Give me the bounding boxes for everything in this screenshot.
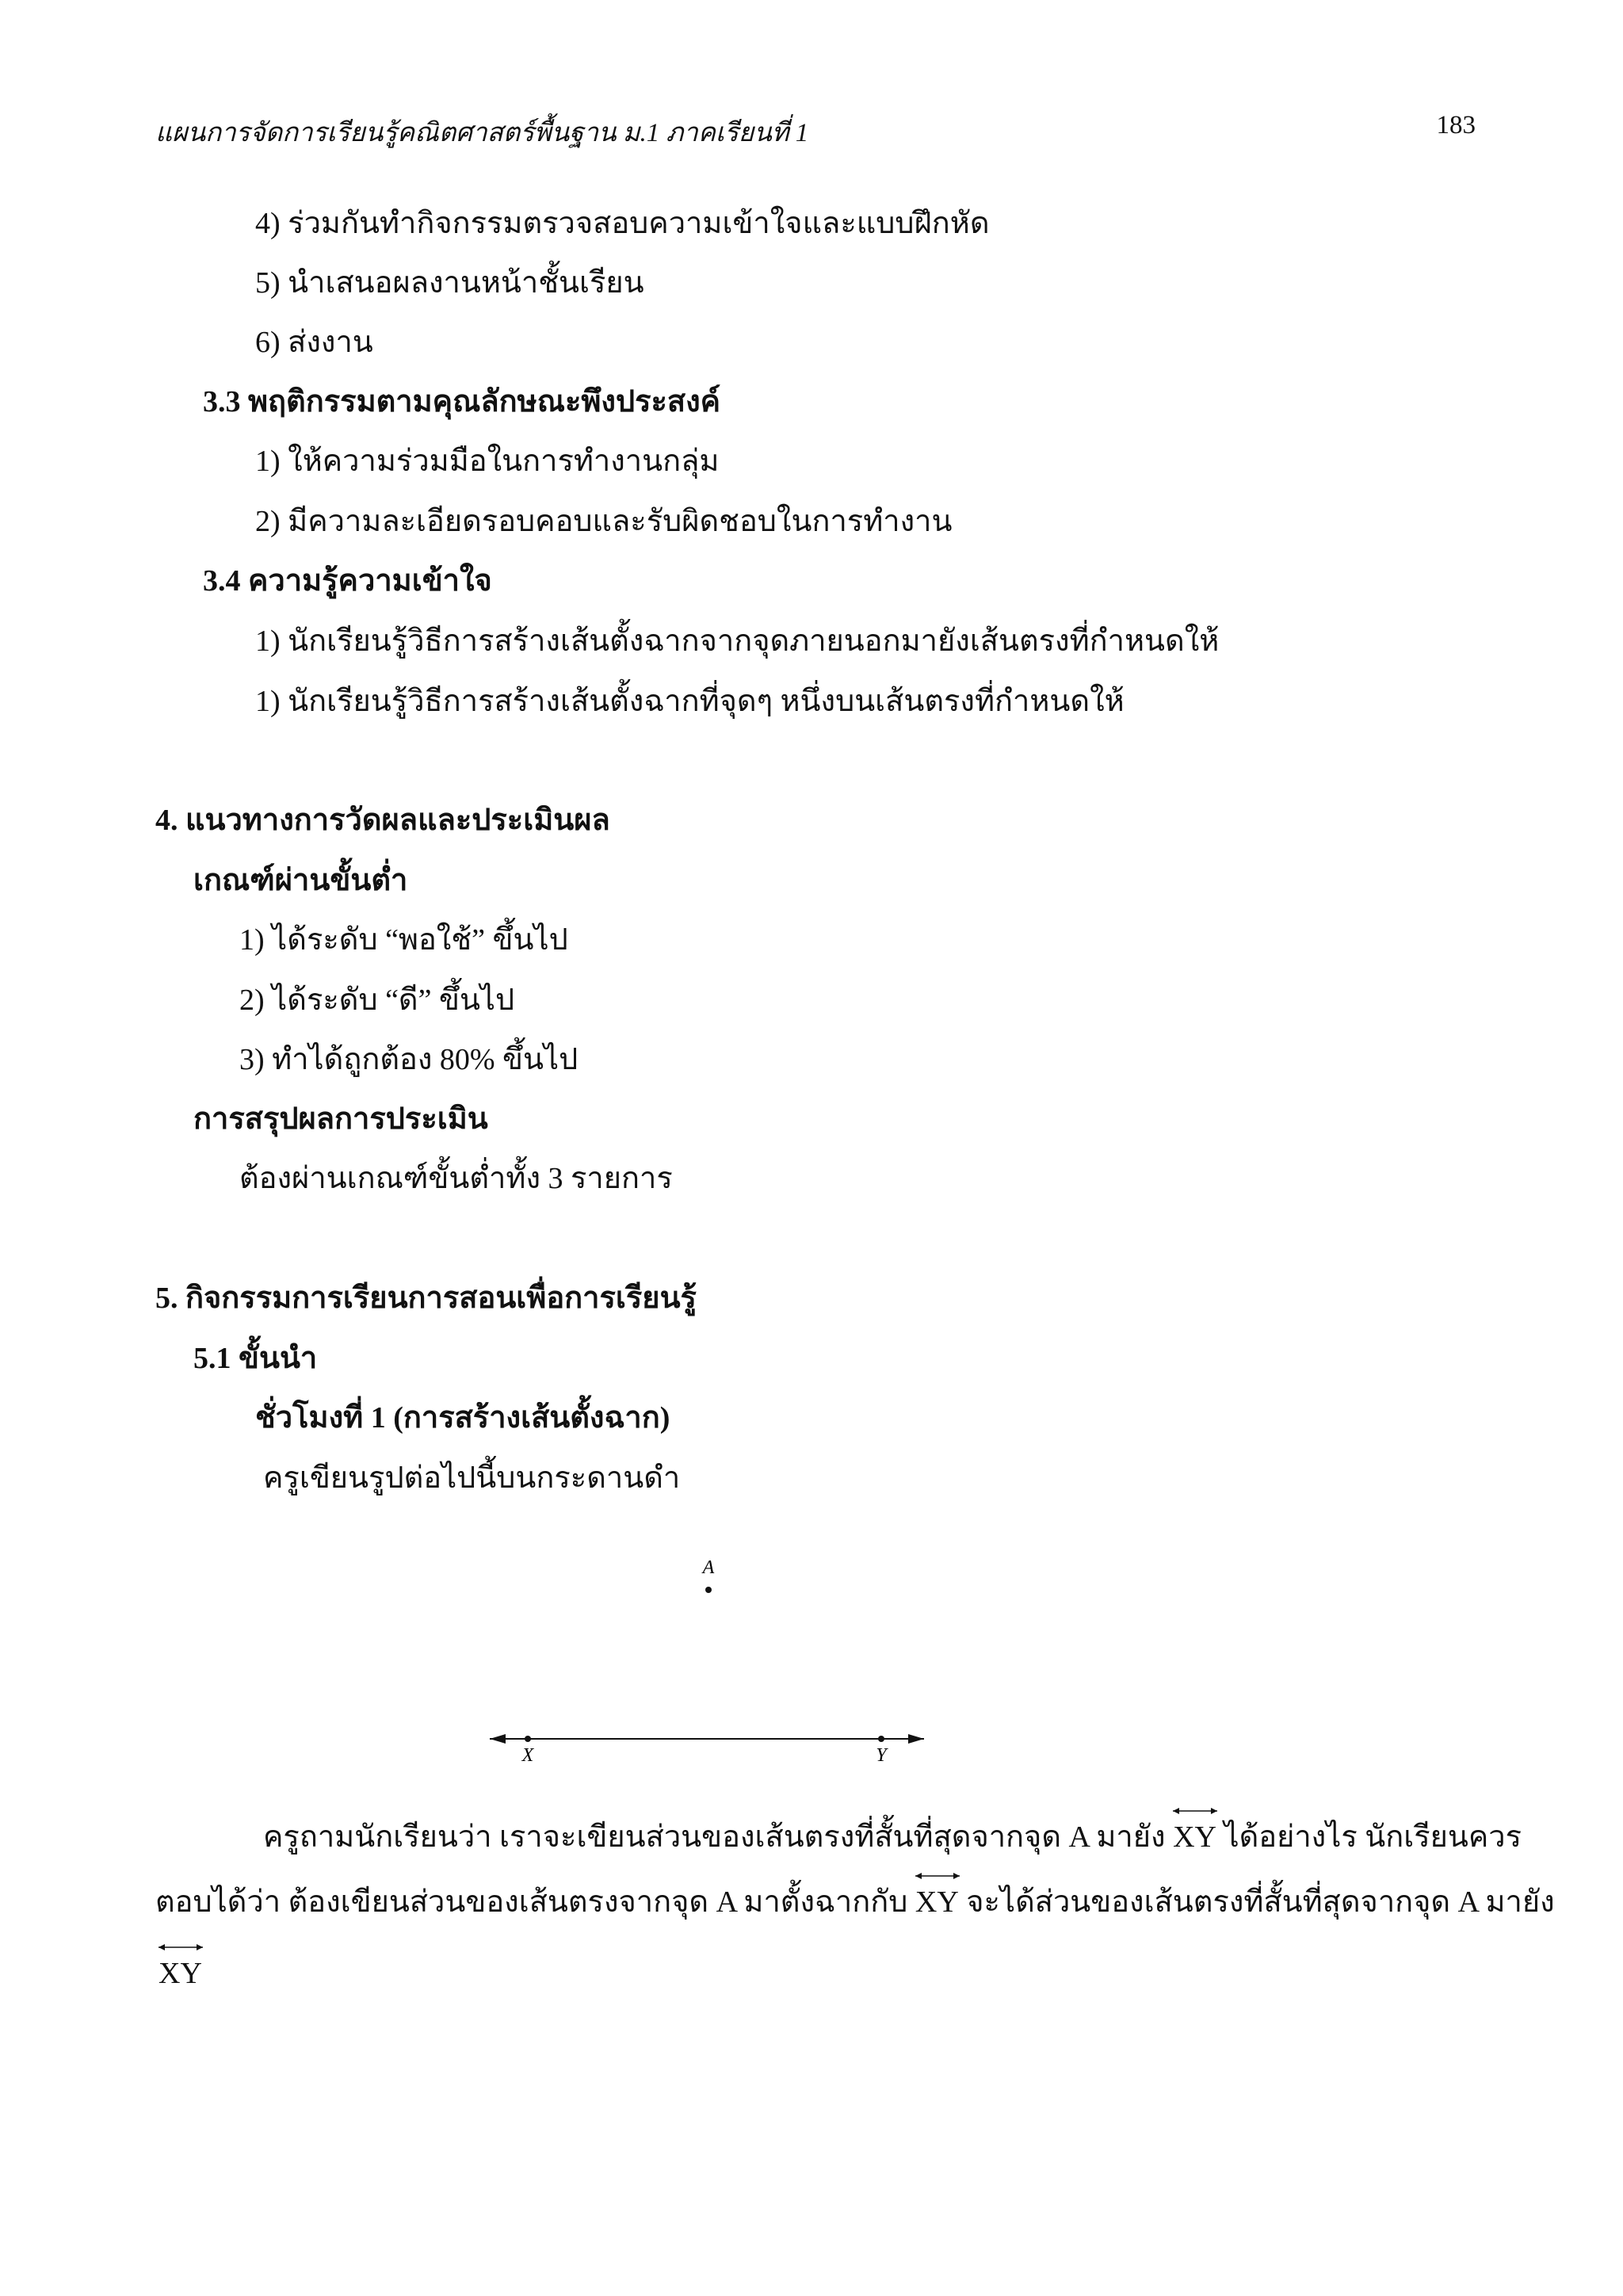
paragraph-text: จะได้ส่วนของเส้นตรงที่สั้นที่สุดจากจุด A มายัง (958, 1885, 1555, 1919)
right-arrowhead-icon (908, 1734, 924, 1744)
section-heading-3-4: 3.4 ความรู้ความเข้าใจ (203, 564, 492, 598)
list-item: 1) นักเรียนรู้วิธีการสร้างเส้นตั้งฉากจากจุดภายนอกมายังเส้นตรงที่กำหนดให้ (255, 625, 1220, 658)
running-header-title: แผนการจัดการเรียนรู้คณิตศาสตร์พื้นฐาน ม.1 ภาคเรียนที่ 1 (155, 119, 809, 147)
paragraph-line-2 (155, 1885, 1555, 1921)
list-item: 2) มีความละเอียดรอบคอบและรับผิดชอบในการทำงาน (255, 505, 953, 538)
line-xy-notation (1173, 1820, 1216, 1856)
line-xy-text: XY (915, 1885, 959, 1919)
summary-heading: การสรุปผลการประเมิน (193, 1102, 488, 1136)
section-heading-3-3: 3.3 พฤติกรรมตามคุณลักษณะพึงประสงค์ (203, 385, 721, 418)
paragraph-text: ครูถามนักเรียนว่า เราจะเขียนส่วนของเส้นตรงที่สั้นที่สุดจากจุด A มายัง (263, 1820, 1174, 1854)
list-item: 5) นำเสนอผลงานหน้าชั้นเรียน (255, 266, 644, 300)
criteria-item: 3) ทำได้ถูกต้อง 80% ขึ้นไป (239, 1043, 579, 1076)
double-arrow-icon (914, 1870, 961, 1881)
line-xy-text: XY (1173, 1820, 1216, 1854)
intro-text: ครูเขียนรูปต่อไปนี้บนกระดานดำ (263, 1461, 681, 1495)
page-number: 183 (1436, 111, 1476, 139)
list-item: 1) นักเรียนรู้วิธีการสร้างเส้นตั้งฉากที่จุดๆ หนึ่งบนเส้นตรงที่กำหนดให้ (255, 685, 1125, 718)
section-heading-4: 4. แนวทางการวัดผลและประเมินผล (155, 804, 610, 837)
point-y-label: Y (876, 1745, 887, 1766)
double-arrow-icon (1171, 1805, 1219, 1817)
paragraph-text: ได้อย่างไร นักเรียนควร (1216, 1820, 1522, 1854)
left-arrowhead-icon (490, 1734, 506, 1744)
paragraph-text: ตอบได้ว่า ต้องเขียนส่วนของเส้นตรงจากจุด A มาตั้งฉากกับ (155, 1885, 915, 1919)
sub-heading-5-1: 5.1 ขั้นนำ (193, 1342, 318, 1375)
point-x (525, 1736, 531, 1742)
line-xy-notation (158, 1956, 202, 1992)
section-heading-5: 5. กิจกรรมการเรียนการสอนเพื่อการเรียนรู้ (155, 1282, 697, 1315)
criteria-heading: เกณฑ์ผ่านขั้นต่ำ (193, 864, 408, 897)
point-x-label: X (521, 1745, 534, 1766)
list-item: 6) ส่งงาน (255, 326, 373, 359)
point-a (705, 1587, 712, 1593)
point-y (878, 1736, 884, 1742)
summary-text: ต้องผ่านเกณฑ์ขั้นต่ำทั้ง 3 รายการ (239, 1162, 673, 1195)
hour-heading: ชั่วโมงที่ 1 (การสร้างเส้นตั้งฉาก) (255, 1401, 670, 1435)
paragraph-line-1 (263, 1820, 1522, 1856)
line-xy-text: XY (158, 1957, 202, 1990)
list-item: 1) ให้ความร่วมมือในการทำงานกลุ่ม (255, 445, 720, 478)
criteria-item: 2) ได้ระดับ “ดี” ขึ้นไป (239, 984, 515, 1017)
paragraph-line-3 (158, 1956, 202, 1992)
line-xy-notation (915, 1885, 959, 1921)
point-a-label: A (702, 1557, 715, 1578)
geometry-figure (475, 1545, 951, 1766)
criteria-item: 1) ได้ระดับ “พอใช้” ขึ้นไป (239, 923, 568, 957)
double-arrow-icon (157, 1942, 204, 1953)
list-item: 4) ร่วมกันทำกิจกรรมตรวจสอบความเข้าใจและแบบฝึกหัด (255, 207, 990, 240)
